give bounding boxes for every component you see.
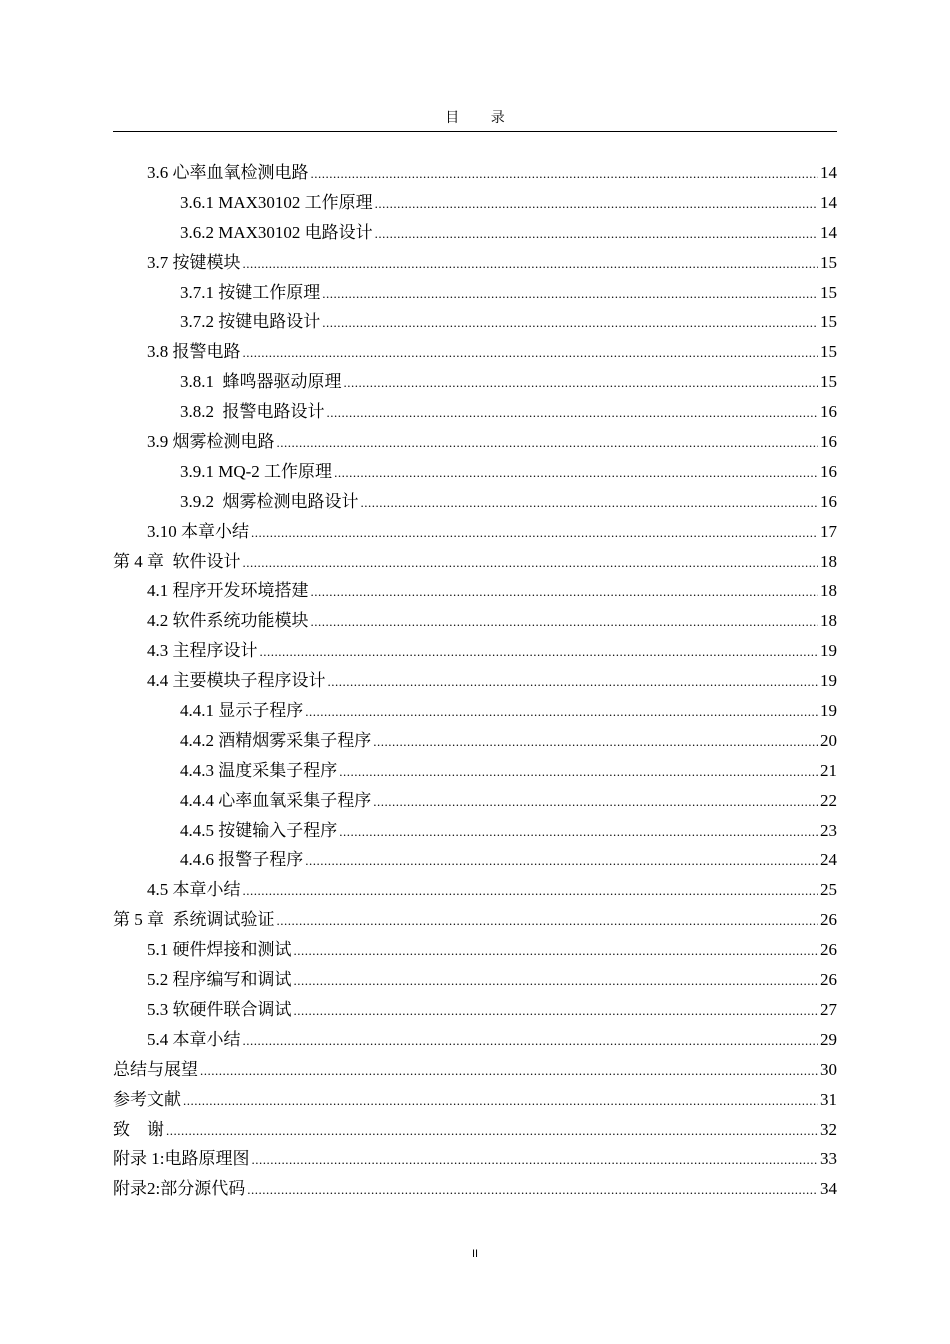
dot-leader — [322, 308, 818, 338]
toc-entry[interactable] — [113, 547, 837, 577]
dot-leader — [311, 159, 819, 189]
dot-leader — [334, 458, 818, 488]
toc-entry[interactable] — [113, 307, 837, 337]
toc-entry-title: 3.6.1 MAX30102 工作原理 — [180, 192, 373, 212]
toc-entry[interactable] — [113, 427, 837, 457]
toc-entry[interactable] — [113, 726, 837, 756]
toc-entry[interactable] — [113, 218, 837, 248]
toc-entry-page: 15 — [820, 372, 837, 392]
dot-leader — [305, 697, 818, 727]
toc-entry-title: 4.4.6 报警子程序 — [180, 850, 304, 870]
dot-leader — [200, 1056, 818, 1086]
dot-leader — [294, 996, 819, 1026]
toc-entry[interactable] — [113, 696, 837, 726]
dot-leader — [277, 906, 819, 936]
toc-entry[interactable] — [113, 158, 837, 188]
header-rule — [113, 131, 837, 132]
dot-leader — [183, 1086, 818, 1116]
toc-entry-title: 5.3 软硬件联合调试 — [147, 999, 292, 1019]
toc-entry-title: 4.4.1 显示子程序 — [180, 701, 304, 721]
dot-leader — [373, 787, 818, 817]
dot-leader — [375, 219, 818, 249]
toc-entry-page: 14 — [820, 222, 837, 242]
toc-entry-title: 参考文献 — [113, 1089, 181, 1109]
dot-leader — [277, 428, 819, 458]
table-of-contents — [113, 158, 837, 1204]
toc-entry-title: 3.8.1 蜂鸣器驱动原理 — [180, 372, 342, 392]
toc-entry-page: 27 — [820, 999, 837, 1019]
toc-entry-title: 5.1 硬件焊接和测试 — [147, 940, 292, 960]
toc-entry-title: 4.3 主程序设计 — [147, 641, 258, 661]
page-number: II — [471, 1248, 479, 1260]
toc-entry[interactable] — [113, 636, 837, 666]
toc-entry[interactable] — [113, 188, 837, 218]
toc-entry-title: 第 5 章 系统调试验证 — [113, 910, 275, 930]
toc-entry[interactable] — [113, 457, 837, 487]
toc-entry[interactable] — [113, 1144, 837, 1174]
toc-entry-page: 16 — [820, 461, 837, 481]
toc-entry[interactable] — [113, 1085, 837, 1115]
toc-entry-page: 14 — [820, 192, 837, 212]
toc-entry-title: 附录 1:电路原理图 — [113, 1149, 250, 1169]
toc-entry-page: 19 — [820, 671, 837, 691]
toc-entry[interactable] — [113, 367, 837, 397]
toc-entry-page: 18 — [820, 611, 837, 631]
dot-leader — [375, 189, 818, 219]
toc-entry[interactable] — [113, 1115, 837, 1145]
page-header-title: 目 录 — [445, 111, 519, 126]
toc-entry-title: 3.9.1 MQ-2 工作原理 — [180, 461, 333, 481]
toc-entry-page: 22 — [820, 790, 837, 810]
toc-entry[interactable] — [113, 1174, 837, 1204]
toc-entry-title: 3.9.2 烟雾检测电路设计 — [180, 491, 359, 511]
dot-leader — [243, 249, 819, 279]
dot-leader — [247, 1175, 818, 1205]
dot-leader — [243, 1026, 819, 1056]
toc-entry-title: 4.4 主要模块子程序设计 — [147, 671, 326, 691]
toc-entry-title: 第 4 章 软件设计 — [113, 551, 241, 571]
dot-leader — [251, 518, 818, 548]
toc-entry-title: 5.4 本章小结 — [147, 1029, 241, 1049]
dot-leader — [322, 279, 818, 309]
toc-entry-page: 30 — [820, 1059, 837, 1079]
toc-entry-page: 16 — [820, 491, 837, 511]
toc-entry-title: 3.6.2 MAX30102 电路设计 — [180, 222, 373, 242]
toc-entry-page: 25 — [820, 880, 837, 900]
dot-leader — [311, 577, 819, 607]
toc-entry-page: 18 — [820, 581, 837, 601]
toc-entry[interactable] — [113, 1025, 837, 1055]
toc-entry-title: 4.4.4 心率血氧采集子程序 — [180, 790, 372, 810]
toc-entry-title: 3.8.2 报警电路设计 — [180, 402, 325, 422]
toc-entry-title: 4.1 程序开发环境搭建 — [147, 581, 309, 601]
toc-entry-title: 3.10 本章小结 — [147, 521, 249, 541]
toc-entry-title: 3.6 心率血氧检测电路 — [147, 163, 309, 182]
toc-entry-title: 3.7 按键模块 — [147, 252, 241, 272]
toc-entry-page: 18 — [820, 551, 837, 571]
toc-entry-title: 致 谢 — [113, 1119, 164, 1139]
toc-entry-title: 4.2 软件系统功能模块 — [147, 611, 309, 631]
toc-entry-page: 17 — [820, 521, 837, 541]
toc-entry-page: 14 — [820, 163, 837, 182]
toc-entry-title: 5.2 程序编写和调试 — [147, 970, 292, 990]
dot-leader — [260, 637, 819, 667]
toc-entry-title: 3.8 报警电路 — [147, 342, 241, 362]
dot-leader — [339, 817, 818, 847]
toc-entry[interactable] — [113, 845, 837, 875]
toc-entry-page: 16 — [820, 402, 837, 422]
toc-entry[interactable] — [113, 875, 837, 905]
toc-entry[interactable] — [113, 487, 837, 517]
toc-entry-page: 23 — [820, 820, 837, 840]
toc-entry[interactable] — [113, 756, 837, 786]
dot-leader — [327, 398, 819, 428]
toc-entry[interactable] — [113, 935, 837, 965]
toc-entry[interactable] — [113, 905, 837, 935]
toc-entry-page: 15 — [820, 252, 837, 272]
toc-entry-page: 15 — [820, 342, 837, 362]
toc-entry[interactable] — [113, 278, 837, 308]
toc-entry[interactable] — [113, 576, 837, 606]
toc-entry[interactable] — [113, 606, 837, 636]
dot-leader — [243, 876, 819, 906]
toc-entry-page: 26 — [820, 970, 837, 990]
toc-entry-page: 26 — [820, 910, 837, 930]
toc-entry-page: 24 — [820, 850, 837, 870]
toc-entry-page: 15 — [820, 312, 837, 332]
dot-leader — [294, 936, 819, 966]
toc-entry-title: 3.9 烟雾检测电路 — [147, 432, 275, 452]
toc-entry[interactable] — [113, 1055, 837, 1085]
dot-leader — [344, 368, 819, 398]
toc-entry-page: 33 — [820, 1149, 837, 1169]
toc-entry-title: 4.4.5 按键输入子程序 — [180, 820, 338, 840]
dot-leader — [243, 338, 819, 368]
toc-entry[interactable] — [113, 517, 837, 547]
dot-leader — [294, 966, 819, 996]
toc-entry[interactable] — [113, 666, 837, 696]
toc-entry-title: 总结与展望 — [113, 1059, 198, 1079]
dot-leader — [311, 607, 819, 637]
toc-entry-title: 3.7.2 按键电路设计 — [180, 312, 321, 332]
toc-entry-page: 34 — [820, 1179, 837, 1199]
toc-entry-page: 21 — [820, 760, 837, 780]
toc-entry[interactable] — [113, 786, 837, 816]
toc-entry-title: 附录2:部分源代码 — [113, 1179, 246, 1199]
toc-entry-page: 31 — [820, 1089, 837, 1109]
toc-entry-page: 32 — [820, 1119, 837, 1139]
toc-entry-title: 4.4.3 温度采集子程序 — [180, 760, 338, 780]
toc-entry-page: 16 — [820, 432, 837, 452]
dot-leader — [373, 727, 818, 757]
toc-entry-page: 19 — [820, 701, 837, 721]
toc-entry[interactable] — [113, 337, 837, 367]
dot-leader — [166, 1116, 818, 1146]
dot-leader — [361, 488, 819, 518]
dot-leader — [339, 757, 818, 787]
dot-leader — [328, 667, 819, 697]
toc-entry[interactable] — [113, 995, 837, 1025]
toc-entry-page: 19 — [820, 641, 837, 661]
toc-entry[interactable] — [113, 248, 837, 278]
toc-entry[interactable] — [113, 965, 837, 995]
toc-entry-page: 29 — [820, 1029, 837, 1049]
toc-entry-page: 26 — [820, 940, 837, 960]
toc-entry-page: 20 — [820, 730, 837, 750]
dot-leader — [305, 846, 818, 876]
toc-entry-title: 4.4.2 酒精烟雾采集子程序 — [180, 730, 372, 750]
toc-entry-page: 15 — [820, 282, 837, 302]
toc-entry[interactable] — [113, 816, 837, 846]
dot-leader — [243, 548, 819, 578]
dot-leader — [251, 1145, 818, 1175]
toc-entry[interactable] — [113, 397, 837, 427]
toc-entry-title: 4.5 本章小结 — [147, 880, 241, 900]
toc-entry-title: 3.7.1 按键工作原理 — [180, 282, 321, 302]
